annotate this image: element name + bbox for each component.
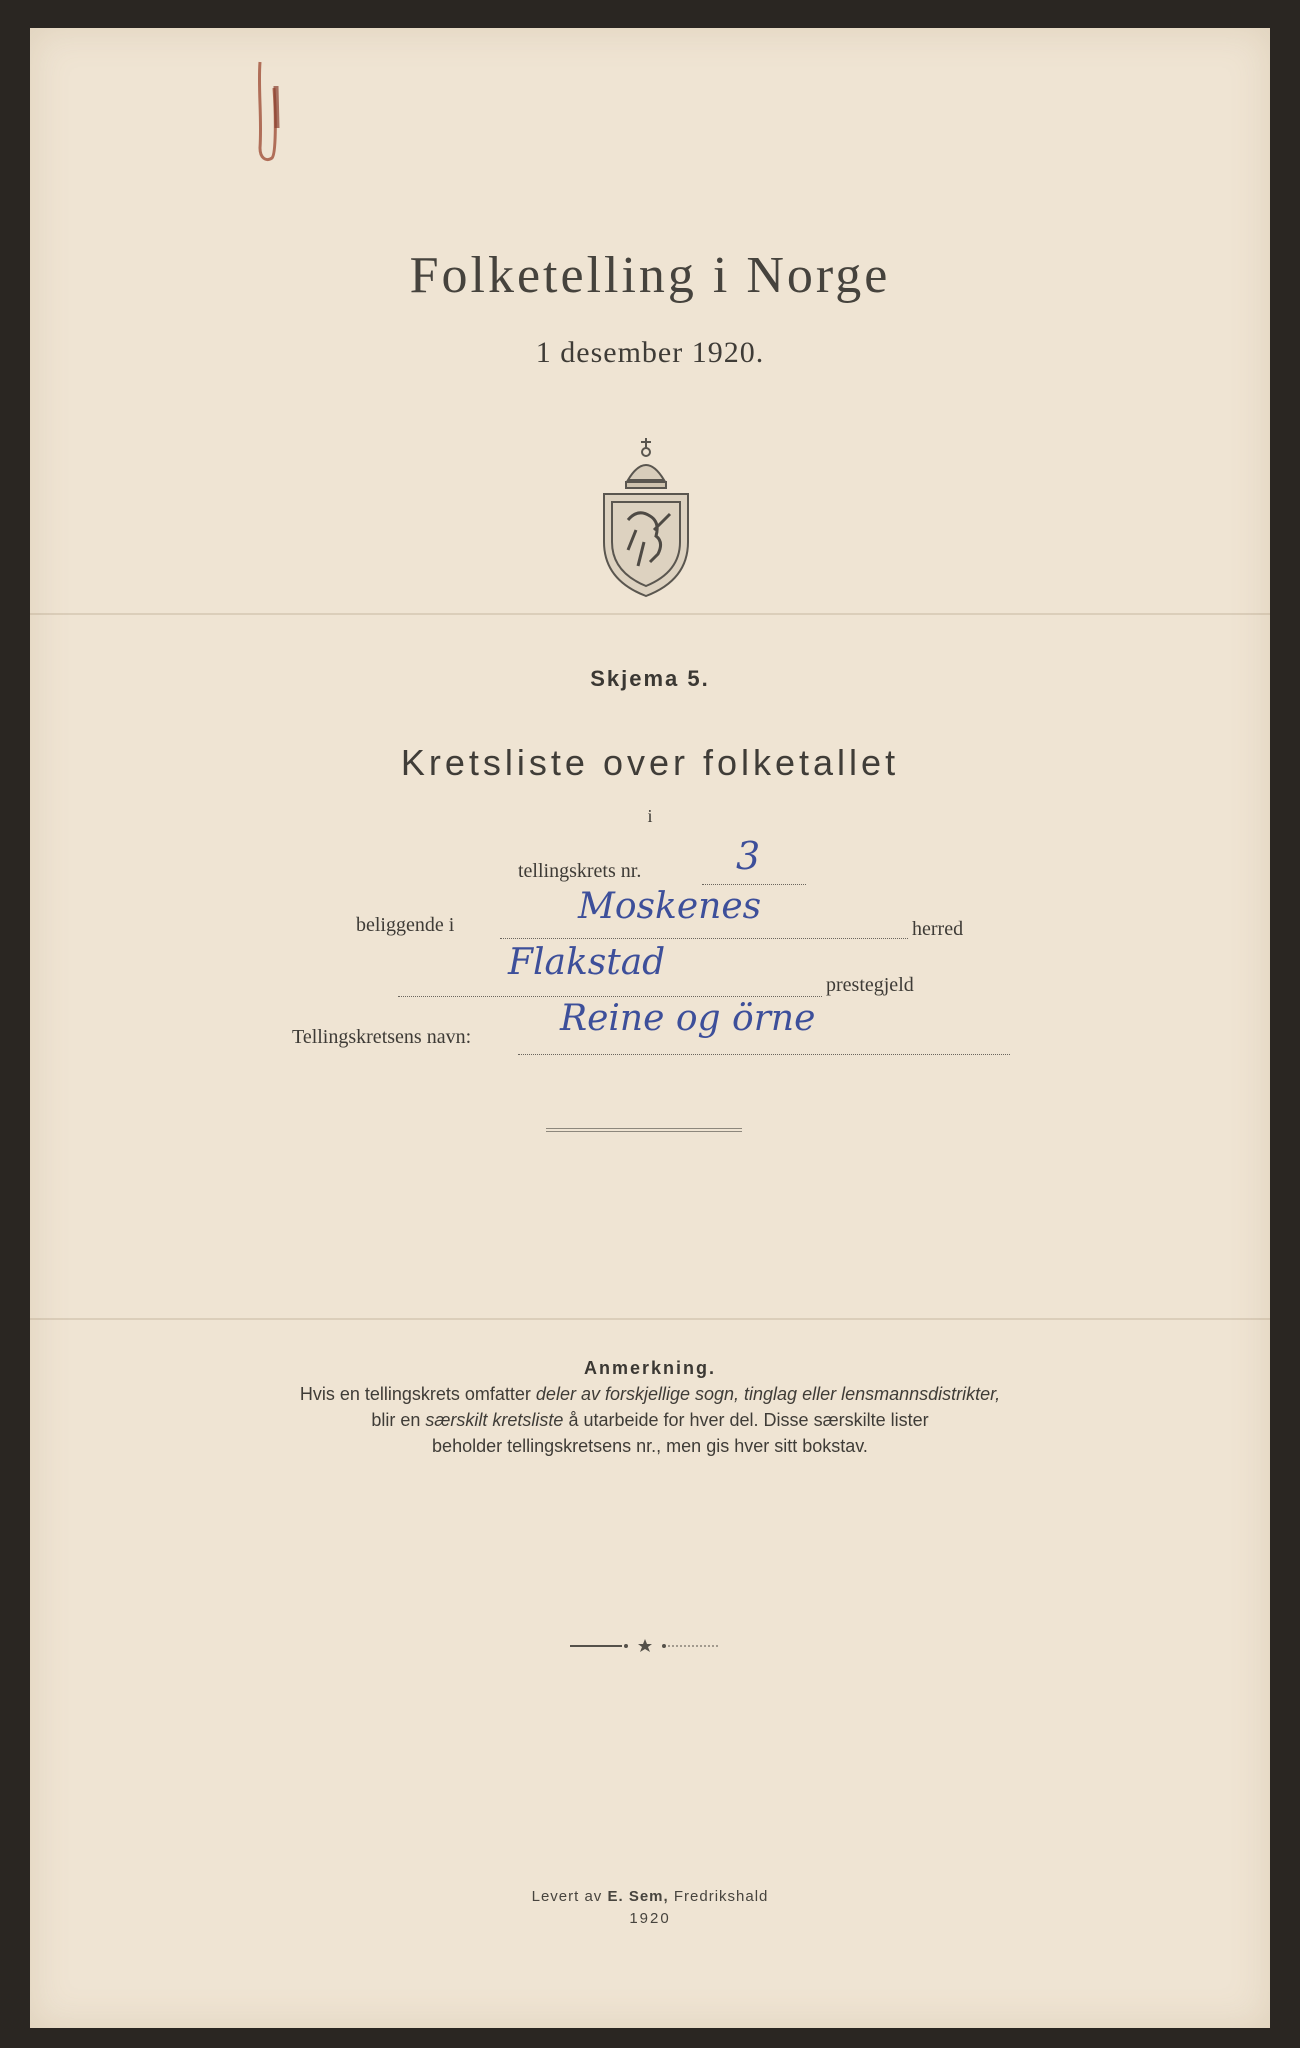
printer-credit	[30, 1888, 1270, 1905]
remark-title: Anmerkning.	[583, 1358, 716, 1378]
binding-mark-icon	[254, 58, 284, 166]
schema-number: Skjema 5.	[590, 666, 710, 691]
municipality-label: beliggende i	[356, 914, 455, 936]
norwegian-coat-of-arms-icon	[598, 430, 694, 600]
document-title: Folketelling i Norge	[409, 247, 891, 304]
divider-rule	[546, 1128, 742, 1132]
district-name-value: Reine og örne	[560, 998, 816, 1039]
remark-line-2-italic: særskilt kretsliste	[425, 1410, 564, 1430]
remark-line-3: beholder tellingskretsens nr., men gis hver sitt bokstav.	[432, 1436, 868, 1456]
remark-line-2	[30, 1410, 1270, 1431]
printer-year: 1920	[629, 1910, 671, 1927]
census-form-page	[30, 28, 1270, 2028]
ornament-divider-icon	[570, 1636, 720, 1656]
form-heading: Kretsliste over folketallet	[400, 742, 900, 783]
printer-place: Fredrikshald	[668, 1888, 769, 1905]
remark-line-1	[30, 1384, 1270, 1405]
paper-fold-line	[30, 613, 1270, 615]
parish-suffix: prestegjeld	[826, 974, 914, 996]
paper-fold-line	[30, 1318, 1270, 1320]
remark-line-2-text-c: å utarbeide for hver del. Disse særskilte lister	[563, 1410, 929, 1430]
parish-value: Flakstad	[508, 942, 666, 983]
printer-name: E. Sem,	[607, 1888, 669, 1905]
municipality-suffix: herred	[912, 918, 964, 940]
census-date: 1 desember 1920.	[535, 336, 765, 369]
district-number-label: tellingskrets nr.	[518, 860, 642, 882]
remark-line-1-text: Hvis en tellingskrets omfatter	[299, 1384, 536, 1404]
remark-line-2-text-a: blir en	[371, 1410, 426, 1430]
printer-prefix: Levert av	[531, 1888, 608, 1905]
district-name-label: Tellingskretsens navn:	[292, 1026, 472, 1048]
district-number-value: 3	[736, 834, 761, 878]
remark-line-1-italic: deler av forskjellige sogn, tinglag eller lensmannsdistrikter,	[535, 1384, 1001, 1404]
municipality-value: Moskenes	[578, 886, 762, 927]
connector-word: i	[647, 806, 653, 826]
